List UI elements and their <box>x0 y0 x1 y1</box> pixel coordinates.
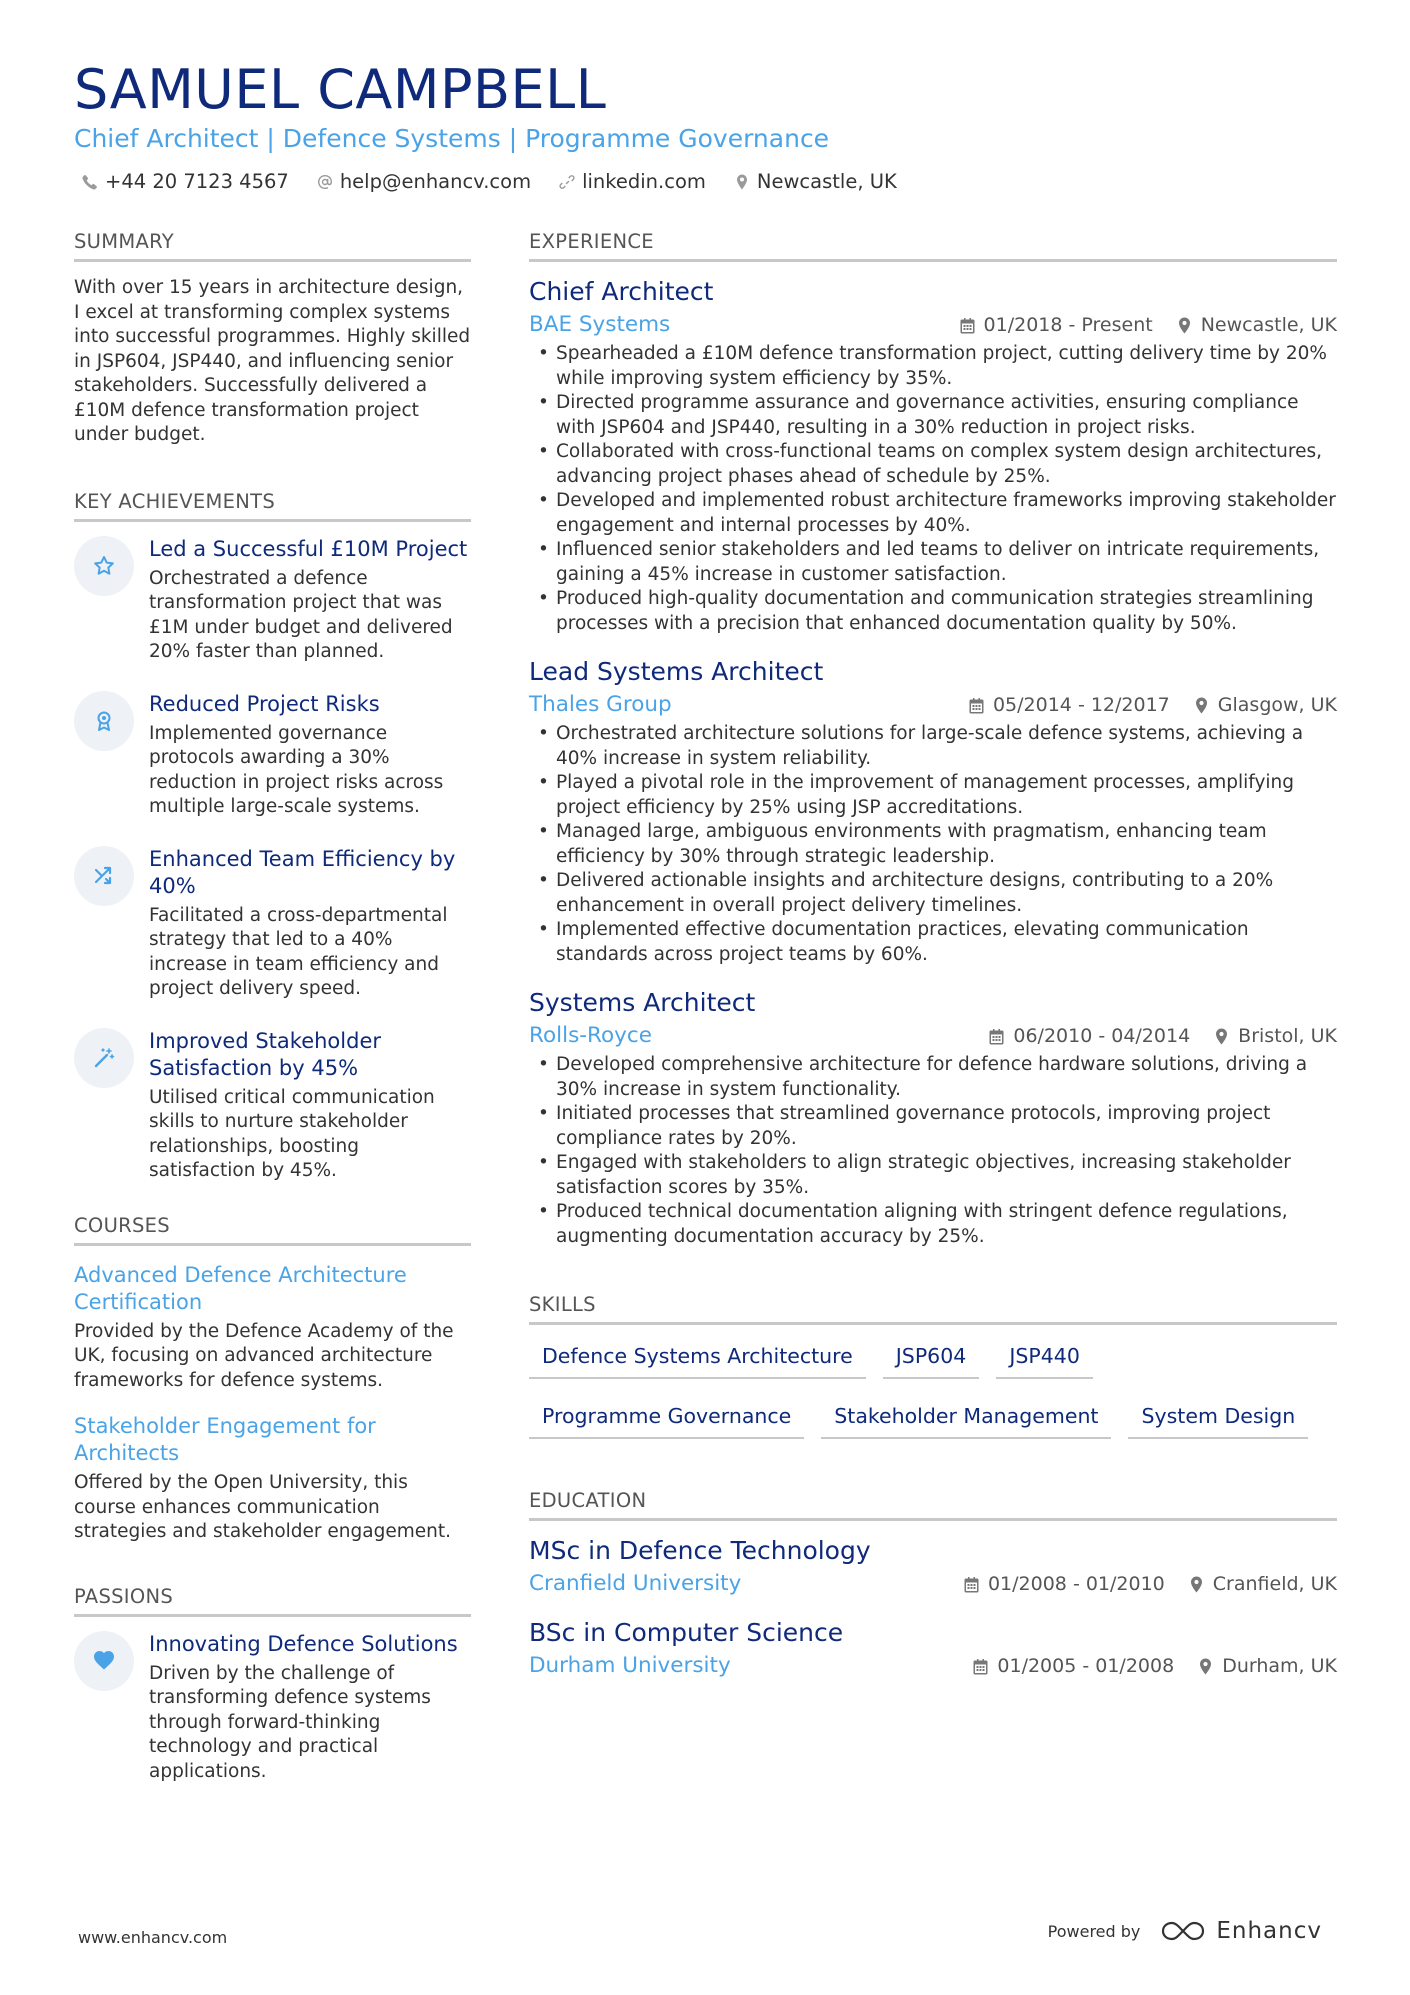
skill-tag: JSP604 <box>883 1343 980 1379</box>
footer-website[interactable]: www.enhancv.com <box>78 1928 228 1947</box>
education-heading: EDUCATION <box>529 1489 1337 1521</box>
achievement-item <box>74 1028 471 1184</box>
location-pin-icon <box>734 174 750 190</box>
job-bullets <box>529 1053 1337 1249</box>
achievement-item <box>74 536 471 665</box>
bullet-item: • Orchestrated architecture solutions for large-scale defence systems, achieving a 40% increase in system reliability. <box>529 722 1337 771</box>
achievement-title: Enhanced Team Efficiency by 40% <box>149 846 456 898</box>
job-dates: 05/2014 - 12/2017 <box>969 694 1170 716</box>
job-title: Chief Architect <box>529 277 714 306</box>
candidate-name: SAMUEL CAMPBELL <box>74 58 607 121</box>
edu-dates: 01/2008 - 01/2010 <box>964 1573 1165 1595</box>
location-pin-icon <box>1194 697 1209 714</box>
job-location: Glasgow, UK <box>1194 694 1337 716</box>
school-name: Cranfield University <box>529 1571 742 1596</box>
passion-item <box>74 1631 471 1785</box>
achievement-title: Improved Stakeholder Satisfaction by 45% <box>149 1028 381 1080</box>
contact-email[interactable] <box>317 170 531 193</box>
education-entry <box>529 1617 1337 1681</box>
contact-phone <box>82 170 289 193</box>
job-bullets <box>529 342 1337 636</box>
linkedin-text: linkedin.com <box>582 170 706 193</box>
job-bullets <box>529 722 1337 967</box>
job-company: Rolls-Royce <box>529 1023 652 1048</box>
passion-desc: Driven by the challenge of transforming defence systems through forward-thinking technology and practical applications. <box>149 1662 431 1782</box>
edu-location: Durham, UK <box>1198 1655 1337 1677</box>
calendar-icon <box>989 1028 1004 1045</box>
job-entry <box>529 276 1337 636</box>
calendar-icon <box>964 1576 979 1593</box>
enhancv-logo[interactable] <box>1160 1918 1322 1944</box>
course-item <box>74 1262 471 1394</box>
shuffle-icon <box>74 846 134 906</box>
job-title: Lead Systems Architect <box>529 657 824 686</box>
contact-linkedin[interactable] <box>559 170 706 193</box>
course-title: Advanced Defence Architecture Certification <box>74 1262 407 1314</box>
phone-icon <box>82 174 98 190</box>
link-icon <box>559 174 575 190</box>
achievement-title: Led a Successful £10M Project <box>149 536 468 561</box>
job-location: Bristol, UK <box>1214 1025 1337 1047</box>
location-pin-icon <box>1177 317 1192 334</box>
achievements-heading: KEY ACHIEVEMENTS <box>74 490 471 522</box>
brand-name: Enhancv <box>1216 1918 1322 1944</box>
location-pin-icon <box>1189 1576 1204 1593</box>
education-section <box>529 1489 1337 1681</box>
calendar-icon <box>969 697 984 714</box>
award-icon <box>74 691 134 751</box>
bullet-item: • Implemented effective documentation practices, elevating communication standards across project teams by 60%. <box>529 918 1337 967</box>
bullet-item: • Produced technical documentation aligning with stringent defence regulations, augmenting documentation accuracy by 25%. <box>529 1200 1337 1249</box>
skill-tag: Defence Systems Architecture <box>529 1343 866 1379</box>
edu-location: Cranfield, UK <box>1189 1573 1337 1595</box>
bullet-item: • Produced high-quality documentation and communication strategies streamlining processes with a precision that enhanced documentation quality by 50%. <box>529 587 1337 636</box>
location-text: Newcastle, UK <box>756 170 897 193</box>
passions-section <box>74 1585 471 1785</box>
magic-wand-icon <box>74 1028 134 1088</box>
skill-tag: Programme Governance <box>529 1403 804 1439</box>
star-icon <box>74 536 134 596</box>
achievement-desc: Utilised critical communication skills to nurture stakeholder relationships, boosting satisfaction by 45%. <box>149 1086 435 1181</box>
job-entry <box>529 656 1337 967</box>
summary-section <box>74 230 471 448</box>
job-dates: 06/2010 - 04/2014 <box>989 1025 1190 1047</box>
email-text: help@enhancv.com <box>339 170 532 193</box>
contact-bar <box>82 170 897 193</box>
job-title: Systems Architect <box>529 988 756 1017</box>
bullet-item: • Developed comprehensive architecture for defence hardware solutions, driving a 30% increase in system functionality. <box>529 1053 1337 1102</box>
skill-tag: Stakeholder Management <box>821 1403 1111 1439</box>
skills-heading: SKILLS <box>529 1293 1337 1325</box>
courses-section <box>74 1214 471 1545</box>
left-column <box>74 230 471 1810</box>
at-icon <box>317 174 333 190</box>
edu-dates: 01/2005 - 01/2008 <box>973 1655 1174 1677</box>
skills-section <box>529 1293 1337 1439</box>
education-entry <box>529 1535 1337 1599</box>
course-item <box>74 1413 471 1545</box>
job-entry <box>529 987 1337 1249</box>
bullet-item: • Influenced senior stakeholders and led teams to deliver on intricate requirements, gaining a 45% increase in customer satisfaction. <box>529 538 1337 587</box>
phone-text: +44 20 7123 4567 <box>105 170 289 193</box>
bullet-item: • Initiated processes that streamlined governance protocols, improving project compliance rates by 20%. <box>529 1102 1337 1151</box>
job-location: Newcastle, UK <box>1177 314 1337 336</box>
right-column <box>529 230 1337 1681</box>
heart-icon <box>74 1631 134 1691</box>
bullet-item: • Managed large, ambiguous environments with pragmatism, enhancing team efficiency by 30% through strategic leadership. <box>529 820 1337 869</box>
calendar-icon <box>960 317 975 334</box>
footer-branding <box>1048 1918 1322 1944</box>
school-name: Durham University <box>529 1653 731 1678</box>
bullet-item: • Played a pivotal role in the improvement of management processes, amplifying project efficiency by 25% using JSP accreditations. <box>529 771 1337 820</box>
achievements-section <box>74 490 471 1184</box>
skill-tag: System Design <box>1128 1403 1308 1439</box>
courses-heading: COURSES <box>74 1214 471 1246</box>
course-desc: Offered by the Open University, this course enhances communication strategies and stakeholder engagement. <box>74 1472 451 1542</box>
bullet-item: • Collaborated with cross-functional teams on complex system design architectures, advancing project phases ahead of schedule by 25%. <box>529 440 1337 489</box>
achievement-item <box>74 691 471 820</box>
course-desc: Provided by the Defence Academy of the UK, focusing on advanced architecture frameworks for defence systems. <box>74 1320 454 1391</box>
job-dates: 01/2018 - Present <box>960 314 1153 336</box>
achievement-desc: Orchestrated a defence transformation project that was £1M under budget and delivered 20% faster than planned. <box>149 567 453 662</box>
job-company: Thales Group <box>529 692 672 717</box>
job-company: BAE Systems <box>529 312 671 337</box>
bullet-item: • Spearheaded a £10M defence transformation project, cutting delivery time by 20% while improving system efficiency by 35%. <box>529 342 1337 391</box>
achievement-desc: Facilitated a cross-departmental strategy that led to a 40% increase in team efficiency and project delivery speed. <box>149 904 448 999</box>
bullet-item: • Developed and implemented robust architecture frameworks improving stakeholder engagement and internal processes by 40%. <box>529 489 1337 538</box>
headline: Chief Architect | Defence Systems | Programme Governance <box>74 124 830 153</box>
achievement-desc: Implemented governance protocols awarding a 30% reduction in project risks across multiple large-scale systems. <box>149 722 444 817</box>
course-title: Stakeholder Engagement for Architects <box>74 1414 376 1465</box>
achievement-item <box>74 846 471 1002</box>
passion-title: Innovating Defence Solutions <box>149 1631 458 1656</box>
passions-heading: PASSIONS <box>74 1585 471 1617</box>
bullet-item: • Directed programme assurance and governance activities, ensuring compliance with JSP604 and JSP440, resulting in a 30% reduction in project risks. <box>529 391 1337 440</box>
location-pin-icon <box>1214 1028 1229 1045</box>
experience-section <box>529 230 1337 1249</box>
contact-location <box>734 170 897 193</box>
achievement-title: Reduced Project Risks <box>149 691 380 716</box>
bullet-item: • Engaged with stakeholders to align strategic objectives, increasing stakeholder satisfaction scores by 35%. <box>529 1151 1337 1200</box>
bullet-item: • Delivered actionable insights and architecture designs, contributing to a 20% enhancement in overall project delivery timelines. <box>529 869 1337 918</box>
experience-heading: EXPERIENCE <box>529 230 1337 262</box>
summary-text: With over 15 years in architecture design, I excel at transforming complex systems into successful programmes. Highly skilled in JSP604, JSP440, and influencing senior stakeholders. Successfully delivered a £10M defence transformation project under budget. <box>74 277 471 445</box>
skill-tag: JSP440 <box>996 1343 1093 1379</box>
location-pin-icon <box>1198 1658 1213 1675</box>
powered-by-text: Powered by <box>1047 1921 1141 1941</box>
summary-heading: SUMMARY <box>74 230 471 262</box>
infinity-logo-icon <box>1160 1919 1206 1943</box>
calendar-icon <box>973 1658 988 1675</box>
degree-title: MSc in Defence Technology <box>529 1536 871 1565</box>
degree-title: BSc in Computer Science <box>529 1618 844 1647</box>
